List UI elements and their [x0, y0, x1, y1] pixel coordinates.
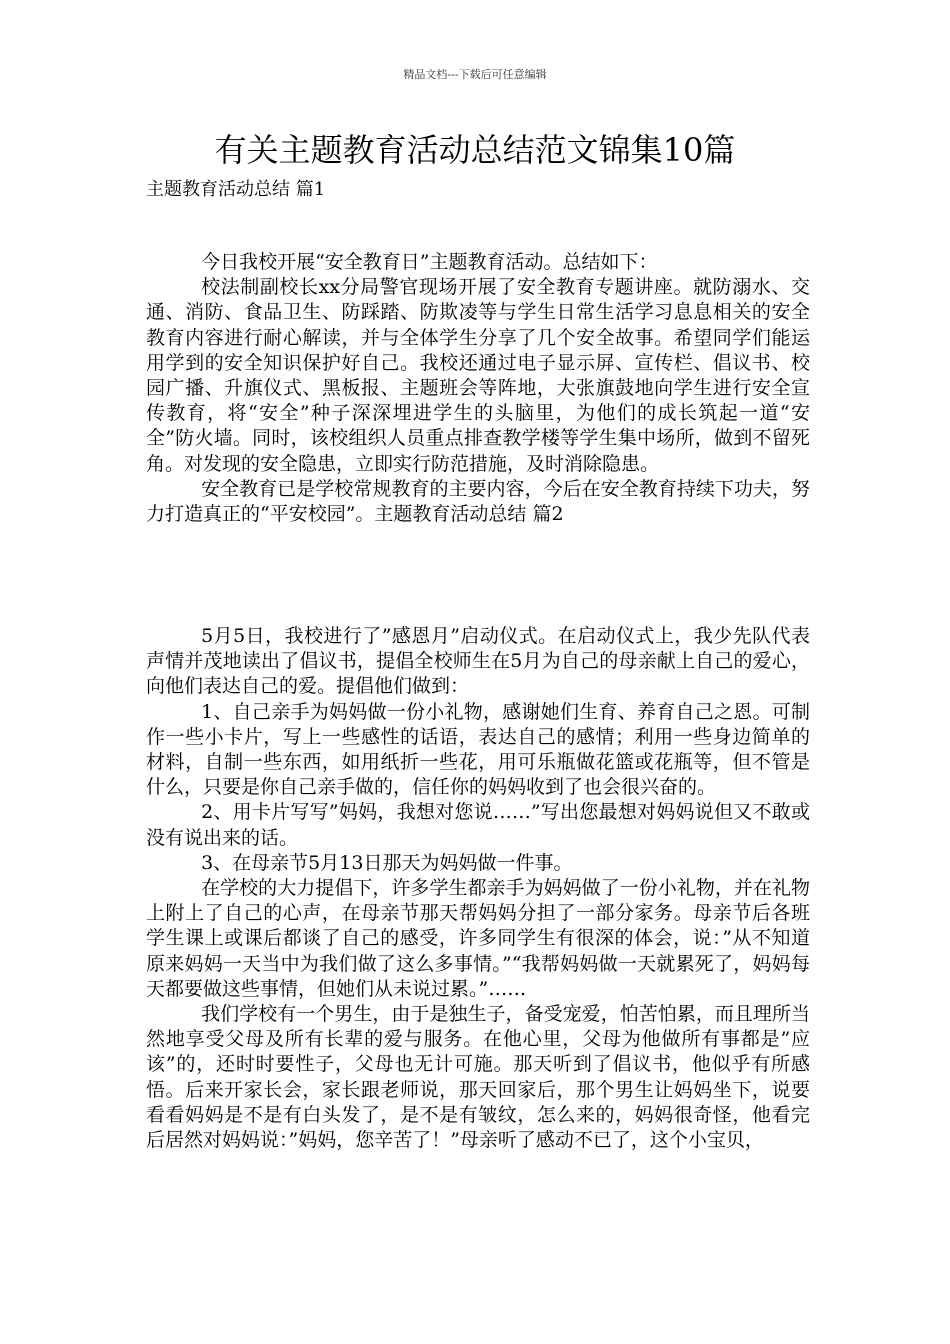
section-heading: 主题教育活动总结 篇1: [146, 179, 326, 200]
paragraph: 校法制副校长xx分局警官现场开展了安全教育专题讲座。就防溺水、交通、消防、食品卫生、防踩踏、防欺凌等与学生日常生活学习息息相关的安全教育内容进行耐心解读，并与全体学生分享了几个安全故事。希望同学们能运用学到的安全知识保护好自己。我校还通过电子显示屏、宣传栏、倡议书、校园广播、升旗仪式、黑板报、主题班会等阵地，大张旗鼓地向学生进行安全宣传教育，将“安全”种子深深埋进学生的头脑里，为他们的成长筑起一道“安全”防火墙。同时，该校组织人员重点排查教学楼等学生集中场所，做到不留死角。对发现的安全隐患，立即实行防范措施，及时消除隐患。: [146, 276, 810, 475]
section-2-body: [146, 624, 810, 1153]
paragraph: 我们学校有一个男生，由于是独生子，备受宠爱，怕苦怕累，而且理所当然地享受父母及所有长辈的爱与服务。在他心里，父母为他做所有事都是”应该”的，还时时要性子，父母也无计可施。那天听到了倡议书，他似乎有所感悟。后来开家长会，家长跟老师说，那天回家后，那个男生让妈妈坐下，说要看看妈妈是不是有白头发了，是不是有皱纹，怎么来的，妈妈很奇怪，他看完后居然对妈妈说：”妈妈，您辛苦了！”母亲听了感动不已了，这个小宝贝，: [146, 1003, 810, 1152]
paragraph: 2、用卡片写写”妈妈，我想对您说……”写出您最想对妈妈说但又不敢或没有说出来的话。: [146, 801, 810, 849]
paragraph: 1、自己亲手为妈妈做一份小礼物，感谢她们生育、养育自己之恩。可制作一些小卡片，写上一些感性的话语，表达自己的感情；利用一些身边简单的材料，自制一些东西，如用纸折一些花，用可乐瓶做花篮或花瓶等，但不管是什么，只要是你自己亲手做的，信任你的妈妈收到了也会很兴奋的。: [146, 700, 810, 799]
paragraph: 5月5日，我校进行了”感恩月”启动仪式。在启动仪式上，我少先队代表声情并茂地读出了倡议书，提倡全校师生在5月为自己的母亲献上自己的爱心，向他们表达自己的爱。提倡他们做到：: [146, 625, 810, 698]
section-1-body: [146, 250, 810, 527]
paragraph: 3、在母亲节5月13日那天为妈妈做一件事。: [201, 851, 573, 874]
paragraph: 在学校的大力提倡下，许多学生都亲手为妈妈做了一份小礼物，并在礼物上附上了自己的心声，在母亲节那天帮妈妈分担了一部分家务。母亲节后各班学生课上或课后都谈了自己的感受，许多同学生有很深的体会，说：”从不知道原来妈妈一天当中为我们做了这么多事情。”“我帮妈妈做一天就累死了，妈妈每天都要做这些事情，但她们从未说过累。”……: [146, 877, 810, 1000]
paragraph: 安全教育已是学校常规教育的主要内容，今后在安全教育持续下功夫，努力打造真正的“平安校园”。主题教育活动总结 篇2: [146, 477, 810, 526]
paragraph: 今日我校开展“安全教育日”主题教育活动。总结如下：: [201, 251, 658, 273]
header-watermark: 精品文档---下载后可任意编辑: [403, 68, 547, 81]
document-title: 有关主题教育活动总结范文锦集10篇: [214, 131, 736, 169]
